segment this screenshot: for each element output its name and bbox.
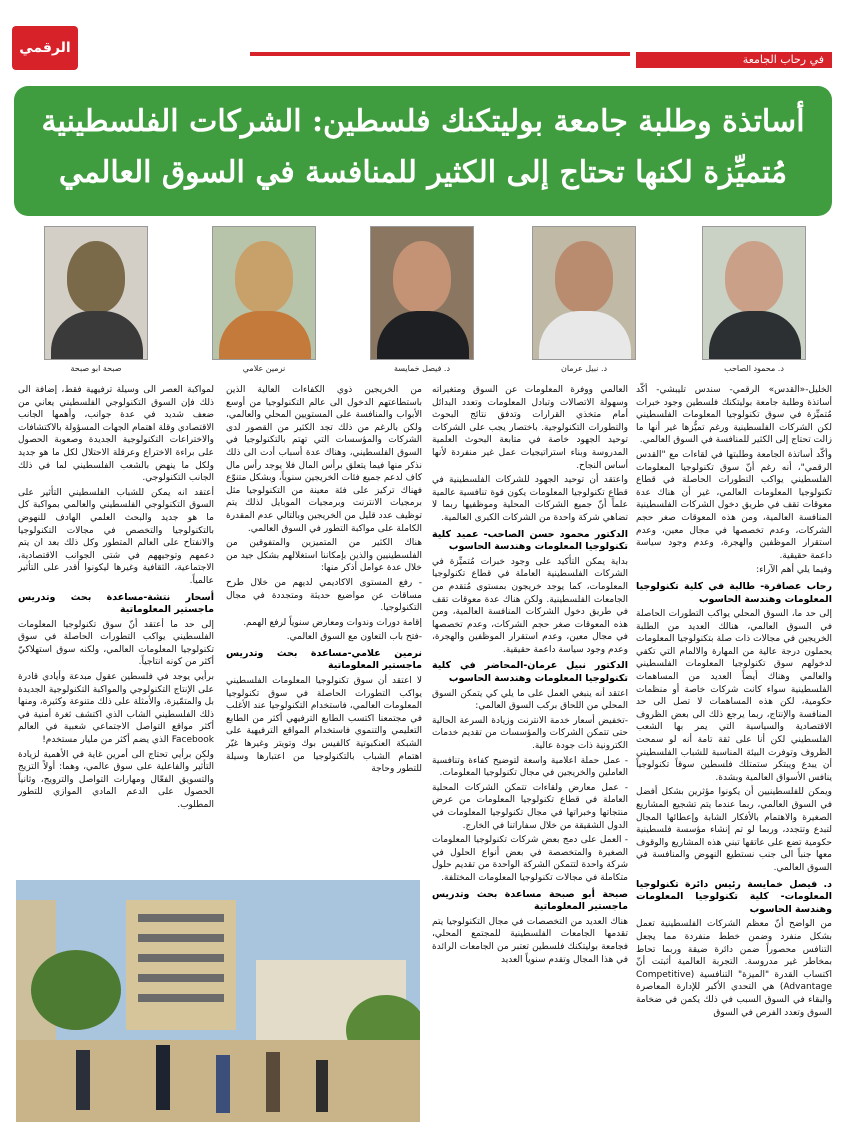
paragraph: إلى حد ما، السوق المحلي يواكب التطورات الحاصلة في السوق العالمي، هنالك العديد من الطلبة الخريجين في مجالات ذات صلة بتكنولوجيا المعلومات يحملون درجة عالية من المهارة والالمام التي تكفي لدخولهم سوق تكنولوجيا المعلومات الفلسطيني والعالمي وهناك أيضاً العديد من المساهمات الفلسطينية سواء كانت شركات خاصة أو منظمات حكومية، لكن هذه المساهمات لا تصل الى حد المنافسة والإنتاج، ربما يرجع ذلك الى بعض الظروف الاقتصادية والسياسية التي يمر بها الشعب الفلسطيني لكن أنا على ثقة تامة أنه لو سمحت الظروف وتوفرت البيئة المناسبة للشباب الفلسطيني أن يبدع ويبتكر ستمتلك فلسطين سوقاً تكنولوجياً ينافس الأسواق العالمية وبشدة. [636,609,832,783]
paragraph: إلى حد ما أعتقد أنّ سوق تكنولوجيا المعلومات الفلسطيني يواكب التطورات الحاصلة في سوق تكنولوجيا المعلومات العالمي، ولكنه سوق استهلاكيّ أكثر من كونه انتاجياً. [18,619,214,668]
portrait-head [393,241,451,313]
portrait-sobha [44,226,148,360]
student-figure [266,1052,280,1112]
paragraph: لمواكبة العصر الى وسيلة ترفيهية فقط، إضافة الى ذلك فإن السوق التكنولوجي الفلسطيني يعاني من ضعف شديد في عدة جوانب، وأهمها الجانب الاقتصادي وقلة اهتمام الجهات المسؤولة بالاكتشافات والاختراعات التكنولوجية الجديدة وصعوبة الحصول على براءة الاختراع وعرقلة الاحتلال لكل ما هو جديد ولكل ما ينهض بالشعب الفلسطيني لما في ذلك الجانب التكنولوجي. [18,385,214,484]
subheading: نرمين علامي-مساعدة بحث وتدريس ماجستير المعلوماتية [226,647,422,672]
student-figure [156,1045,170,1110]
portrait-head [555,241,613,313]
student-figure [216,1055,230,1113]
campus-illustration [16,880,420,1122]
window-row [138,994,224,1002]
portrait-caption: د. نبيل عرمان [560,364,608,373]
paragraph: ولكن برأيي تحتاج الى أمرين غاية في الأهمية لزيادة التأثير والفاعلية على سوق عالمي، وهما: أولاً التزيج والتسويق الفعّال ومهارات التواصل والترويج، وثانياً الحصول على الدعم المادي الموازي للتطور المطلوب. [18,749,214,810]
paragraph: هناك الكثير من المتميزين والمتفوقين من الفلسطينيين والذين بإمكاننا استغلالهم بشكل جيد من خلال عدة عوامل أذكر منها: [226,538,422,574]
subheading: الدكتور محمود حسن الصاحب- عميد كلية تكنولوجيا المعلومات وهندسة الحاسوب [432,528,628,553]
paragraph: الخليل-«القدس» الرقمي- سندس تليبشي- أكّد أساتذة وطلبة جامعة بوليتكنك فلسطين وجود خبرات مُتميِّزة في سوق تكنولوجيا المعلومات الفلسطيني لكن الشركات الفلسطينية ورغم تميُّزها غير أنها ما زالت تحتاج إلى الكثير للمنافسة في السوق العالمي. [636,385,832,446]
window-row [138,914,224,922]
publication-logo [12,26,78,80]
tree [31,950,121,1030]
portrait-faisal [370,226,474,360]
page-header [0,0,846,82]
paragraph: من الخريجين ذوي الكفاءات العالية الذين باستطاعتهم الدخول الى عالم التكنولوجيا من أوسع الأبواب والمنافسة على المستويين المحلي والعالمي، ولكن بالرغم من ذلك تجد الكثير من القصور لدى الشركات والمؤسسات التي تهتم بالتكنولوجيا في السوق الفلسطيني، وهناك عدة أسباب أدت الى ذلك نذكر منها فيما يتعلق برأس المال فلا يوجد رأس مال كاف لدعم جميع فئات الخريجين سنوياً، وبشكل متنوّع فهناك تركيز على فئة معينة من التكنولوجيا مثل برمجيات الانترنت وبرمجيات الموبايل لذلك يتم توظيف عدد قليل من الخريجين وبالتالي عدم المقدرة الكاملة على مواكبة التطور في السوق العالمي. [226,385,422,534]
portrait-mahmoud [702,226,806,360]
paragraph: إقامة دورات وندوات ومعارض سنوياً لرفع الهمم. [243,617,422,628]
subheading: د. فيصل خمايسة رئيس دائرة تكنولوجيا المعلومات- كلية تكنولوجيا المعلومات وهندسة الحاسوب [636,878,832,915]
subheading: صبحة أبو صبحة مساعدة بحث وتدريس ماجستير المعلوماتية [432,888,628,913]
portrait-body [51,311,143,360]
paragraph: - عمل حملة اعلامية واسعة لتوضيح كفاءة وتنافسية العاملين والخريجين في مجال تكنولوجيا المعلومات. [432,755,628,779]
portrait-body [219,311,311,360]
section-label: في رحاب الجامعة [636,52,832,68]
article-column-1 [636,384,832,1021]
paragraph: وأكّد أساتذة الجامعة وطلبتها في لقاءات مع "القدس الرقمي"، أنه رغم أنّ سوق تكنولوجيا المعلومات الفلسطيني يواكب التطورات الحاصلة في قطاع تكنولوجيا المعلومات العالمي، غير أن هناك عدة معوقات تقف في طريق دخول الشركات الفلسطينية المنافسة العالمية، ومن هذه المعوقات صغر حجم الشركات، وعدم تخصصها في مجال معين، وعدم استقرار الموظفين والهجرة، وعدم وجود سياسة داعمة حقيقية. [636,449,832,561]
subheading: أسحار نتشة-مساعدة بحث وتدريس ماجستير المعلوماتية [18,591,214,616]
portrait-row [30,226,820,376]
portrait-body [377,311,469,360]
article-column-2 [432,384,628,968]
student-figure [316,1060,328,1112]
paragraph: ويمكن للفلسطينيين أن يكونوا مؤثرين بشكل أفضل في السوق العالمي، ربما عندما يتم تشجيع المشاريع الصغيرة والاهتمام بالأفكار الشابة وإعطائها المجال لتبدع وتتجدد، وربما لو تم إنشاء مؤسسة فلسطينية حكومية تضع على عاتقها تبني هذه المشاريع والوقوف معها جنباً الى جنب نستطيع النهوض والمنافسة في السوق العالمي. [636,787,832,873]
portrait-head [235,241,293,313]
paragraph: لا اعتقد أن سوق تكنولوجيا المعلومات الفلسطيني يواكب التطورات الحاصلة في سوق تكنولوجيا المعلومات العالمي، فاستخدام التكنولوجيا عند الأغلب في مجتمعنا اكتسب الطابع الترفيهي أكثر من الطابع التعليمي والتنموي فاستخدام المواقع الترفيهية على الشبكة العنكبوتية كالفيس بوك وتويتر وغيرها غيّر اهتمام الشباب بالتكنولوجيا من اعتبارها وسيلة للتطور وحاجة [226,676,422,775]
paragraph: هناك العديد من التخصصات في مجال التكنولوجيا يتم تقدمها الجامعات الفلسطينية للمجتمع المحلي، فجامعة بوليتكنك فلسطين تعتبر من الجامعات الرائدة في هذا المجال وتقدم سنوياً العديد [432,916,628,965]
portrait-caption: نرمين علامي [242,364,286,373]
logo-text: الرقمي [19,40,71,56]
headline-line-1: أساتذة وطلبة جامعة بوليتكنك فلسطين: الشركات الفلسطينية [41,104,805,139]
header-rule [250,52,630,56]
portrait-caption: د. محمود الصاحب [724,364,784,373]
subheading: الدكتور نبيل عرمان-المحاضر في كلية تكنولوجيا المعلومات وهندسة الحاسوب [432,660,628,685]
paragraph: - عمل معارض ولقاءات تتمكن الشركات المحلية العاملة في قطاع تكنولوجيا المعلومات من عرض منتجاتها وخبراتها في مجال تكنولوجيا المعلومات في الدول الشقيقة من خلال سفاراتنا في الخارج. [432,782,628,831]
portrait-caption: صبحة ابو صبحة [70,364,122,373]
portrait-nermin [212,226,316,360]
paragraph: برأيي يوجد في فلسطين عقول مبدعة وأيادي قادرة على الإنتاج التكنولوجي والمواكبة التكنولوجية الجديدة بل والمتمّيزة، والأمثلة على ذلك متنوعة وكثيرة، ومنها ذلك الفلسطيني الشاب الذي اكتشف ثغرة أمنية في أكثر مواقع التواصل الاجتماعي شعبية في العالم Facebook الذي يضم أكثر من مليار مستخدم! [18,672,214,746]
article-column-3 [226,384,422,778]
headline-line-2: مُتميِّزة لكنها تحتاج إلى الكثير للمنافسة في السوق العالمي [58,155,788,190]
subheading: رحاب عصافرة- طالبة في كلية تكنولوجيا المعلومات وهندسة الحاسوب [636,580,832,605]
student-figure [76,1050,90,1110]
window-row [138,974,224,982]
article-column-4 [18,384,214,814]
portrait-body [709,311,801,360]
portrait-head [67,241,125,313]
paragraph: اعتقد أنه ينبغي العمل على ما يلي كي يتمكن السوق المحلي من اللحاق بركب السوق العالمي: [432,688,628,712]
portrait-head [725,241,783,313]
paragraph: - العمل على دمج بعض شركات تكنولوجيا المعلومات الصغيرة والمتخصصة في بعض أنواع الحلول في شركة واحدة لتتمكن الشركة الواحدة من تقديم حلول متكاملة في مجالات تكنولوجيا المعلومات المختلفة. [432,835,628,883]
paragraph: -تخفيض أسعار خدمة الانترنت وزيادة السرعة الحالية حتى تتمكن الشركات والمؤسسات من تقديم خدمات الكترونية ذات جودة عالية. [432,715,628,752]
portrait-body [539,311,631,360]
paragraph: من الواضح أنّ معظم الشركات الفلسطينية تعمل بشكل منفرد وضمن خطط منفردة مما يجعل التنافس محصوراً ضمن دائرة ضيقة وربما تحاط بمخاطر غير مدروسة. التجربة العالمية أثبتت أنّ اكتساب القدرة "الميزة" التنافسية (Competitive Advantage) هي التحدي الأكبر للإدارة المعاصرة والبقاء في السوق السبب في ذلك يكمن في ضخامة السوق وتعدد الفرص في السوق [636,919,832,1018]
portrait-caption: د. فيصل خمايسة [393,364,451,373]
window-row [138,934,224,942]
logo-small-text: القدس [48,71,76,80]
paragraph: - رفع المستوى الاكاديمي لديهم من خلال طرح مساقات عن مواضيع حديثة ومتجددة في مجال التكنولوجيا. [226,577,422,614]
paragraph: العالمي ووفرة المعلومات عن السوق ومتغيراته وسهولة الاتصالات وتبادل المعلومات وتعدد البدائل أمام متخذي القرارات وتدفق نتائج البحوث والتطورات التكنولوجية. باختصار يجب على الشركات توحيد الجهود خاصة في متابعة البحوث العلمية المدروسة وبناء استراتيجيات عمل غير منفردة لأنها أساس النجاح. [432,385,628,471]
headline-box [14,86,832,216]
paragraph: وفيما يلي أهم الآراء: [756,565,832,576]
paragraph: أعتقد انه يمكن للشباب الفلسطيني التأثير على السوق التكنولوجي الفلسطيني والعالمي بمواكبة كل ما هو جديد والبحث العلمي الهادف للنهوض بالتكنولوجيا والتخصص في مجالات التكنولوجيا والانفتاح على العالم المتطور وكل ذلك بعد ان يتم دعمهم وتوجيههم في شتى الجوانب الاقتصادية، الاجتماعية، الثقافية وغيرها ليكونوا أقدر على التأثير عالمياً. [18,487,214,586]
paragraph: واعتقد أن توحيد الجهود للشركات الفلسطينية في قطاع تكنولوجيا المعلومات يكون قوة تنافسية عالمية علماً أنّ جميع الشركات المحلية وموظفيها ربما لا تضاهي شركة واحدة من الشركات الكبرى العالمية. [432,475,628,523]
campus-photo [16,880,420,1122]
window-row [138,954,224,962]
portrait-nabil [532,226,636,360]
paragraph: بداية يمكن التأكيد على وجود خبرات مُتميِّزة في الشركات الفلسطينية العاملة في قطاع تكنولوجيا المعلومات، كما يوجد خريجون بمستوى مُتقدم من الجامعات الفلسطينية. ولكن هناك عدة معوقات تقف في طريق دخول الشركات المنافسة العالمية، ومن هذه المعوقات صغر حجم الشركات، وعدم تخصصها في مجال معين، وعدم استقرار الموظفين والهجرة، وعدم وجود سياسة داعمة حقيقية. [432,556,628,655]
paragraph: -فتح باب التعاون مع السوق العالمي. [286,632,422,643]
